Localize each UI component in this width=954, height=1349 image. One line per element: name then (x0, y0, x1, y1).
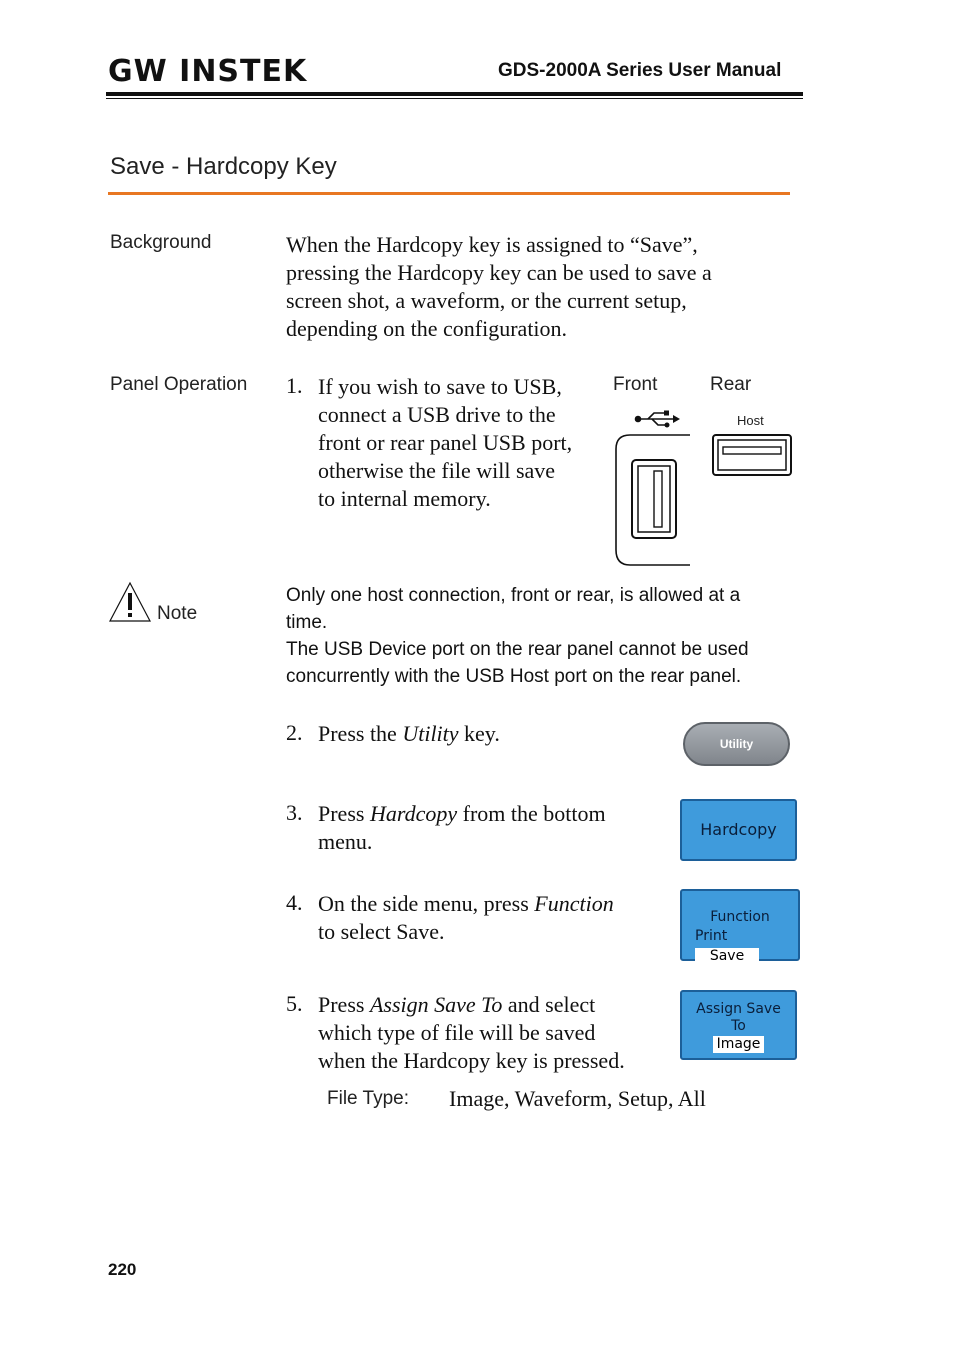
step-3-number: 3. (286, 800, 303, 825)
step-4-number: 4. (286, 890, 303, 915)
step-1-text (318, 373, 572, 513)
usb-symbol-icon (636, 411, 681, 428)
utility-key[interactable]: Utility (683, 722, 790, 766)
section-title: Save - Hardcopy Key (110, 153, 337, 180)
step-5-line3: when the Hardcopy key is pressed. (318, 1048, 625, 1073)
step-4-text (318, 890, 614, 946)
step-5-post: and select (502, 992, 596, 1017)
background-line: screen shot, a waveform, or the current setup, (286, 288, 687, 313)
step-5-emphasis: Assign Save To (369, 992, 503, 1017)
background-line: pressing the Hardcopy key can be used to save a (286, 260, 712, 285)
hardcopy-softkey[interactable]: Hardcopy (680, 799, 797, 861)
manual-title: GDS-2000A Series User Manual (498, 60, 782, 81)
assign-save-line2: To (731, 1018, 746, 1034)
step-5-pre: Press (318, 992, 370, 1017)
background-label: Background (110, 232, 212, 253)
step-3-text (318, 800, 606, 856)
step-1-number: 1. (286, 373, 303, 398)
step-3-post: from the bottom (457, 801, 606, 826)
step-2-pre: Press the (318, 721, 403, 746)
background-line: depending on the configuration. (286, 316, 568, 341)
assign-save-to-softkey[interactable] (680, 990, 797, 1060)
note-line: time. (286, 612, 328, 633)
step-4-pre: On the side menu, press (318, 891, 535, 916)
function-softkey[interactable] (680, 889, 800, 964)
section-rule (108, 192, 790, 195)
note-line: The USB Device port on the rear panel cannot be used (286, 639, 749, 660)
note-line: concurrently with the USB Host port on the rear panel. (286, 666, 742, 687)
header-rule-thin (106, 98, 803, 99)
assign-save-line1: Assign Save (696, 1001, 781, 1017)
usb-front-label: Front (613, 374, 658, 395)
step-3-line2: menu. (318, 829, 373, 854)
page-number: 220 (108, 1260, 137, 1279)
step-5-text (318, 991, 625, 1075)
note-text (286, 582, 749, 690)
file-type-label: File Type: (327, 1088, 410, 1109)
note-label: Note (157, 603, 198, 624)
front-usb-port-icon (632, 460, 676, 538)
panel-operation-label: Panel Operation (110, 374, 248, 395)
step-1-line: front or rear panel USB port, (318, 430, 573, 455)
step-4-emphasis: Function (534, 891, 614, 916)
warning-icon (108, 581, 152, 623)
step-2-number: 2. (286, 720, 303, 745)
step-3-emphasis: Hardcopy (369, 801, 458, 826)
header-rule (106, 92, 803, 96)
step-4-line2: to select Save. (318, 919, 445, 944)
function-option-row (682, 926, 798, 966)
step-1-line: connect a USB drive to the (318, 402, 556, 427)
note-line: Only one host connection, front or rear, is allowed at a (286, 585, 741, 606)
step-5-line2: which type of file will be saved (318, 1020, 596, 1045)
function-title: Function (710, 909, 770, 925)
step-1-line: If you wish to save to USB, (318, 374, 562, 399)
file-type-value: Image, Waveform, Setup, All (449, 1086, 706, 1111)
function-option: Print (695, 928, 728, 944)
rear-usb-port-icon (713, 435, 791, 475)
step-3-pre: Press (318, 801, 370, 826)
usb-host-label: Host (737, 413, 764, 428)
gw-instek-logo: GW INSTEK (108, 54, 308, 89)
background-line: When the Hardcopy key is assigned to “Save”, (286, 232, 698, 257)
background-text (286, 231, 712, 343)
step-2-post: key. (458, 721, 500, 746)
usb-rear-label: Rear (710, 374, 752, 395)
step-2-text (318, 720, 500, 748)
step-1-line: otherwise the file will save (318, 458, 556, 483)
step-5-number: 5. (286, 991, 303, 1016)
step-1-line: to internal memory. (318, 486, 491, 511)
function-value: Save (695, 948, 759, 965)
step-2-emphasis: Utility (402, 721, 459, 746)
usb-ports-illustration (610, 405, 800, 575)
assign-save-value: Image (713, 1036, 765, 1053)
